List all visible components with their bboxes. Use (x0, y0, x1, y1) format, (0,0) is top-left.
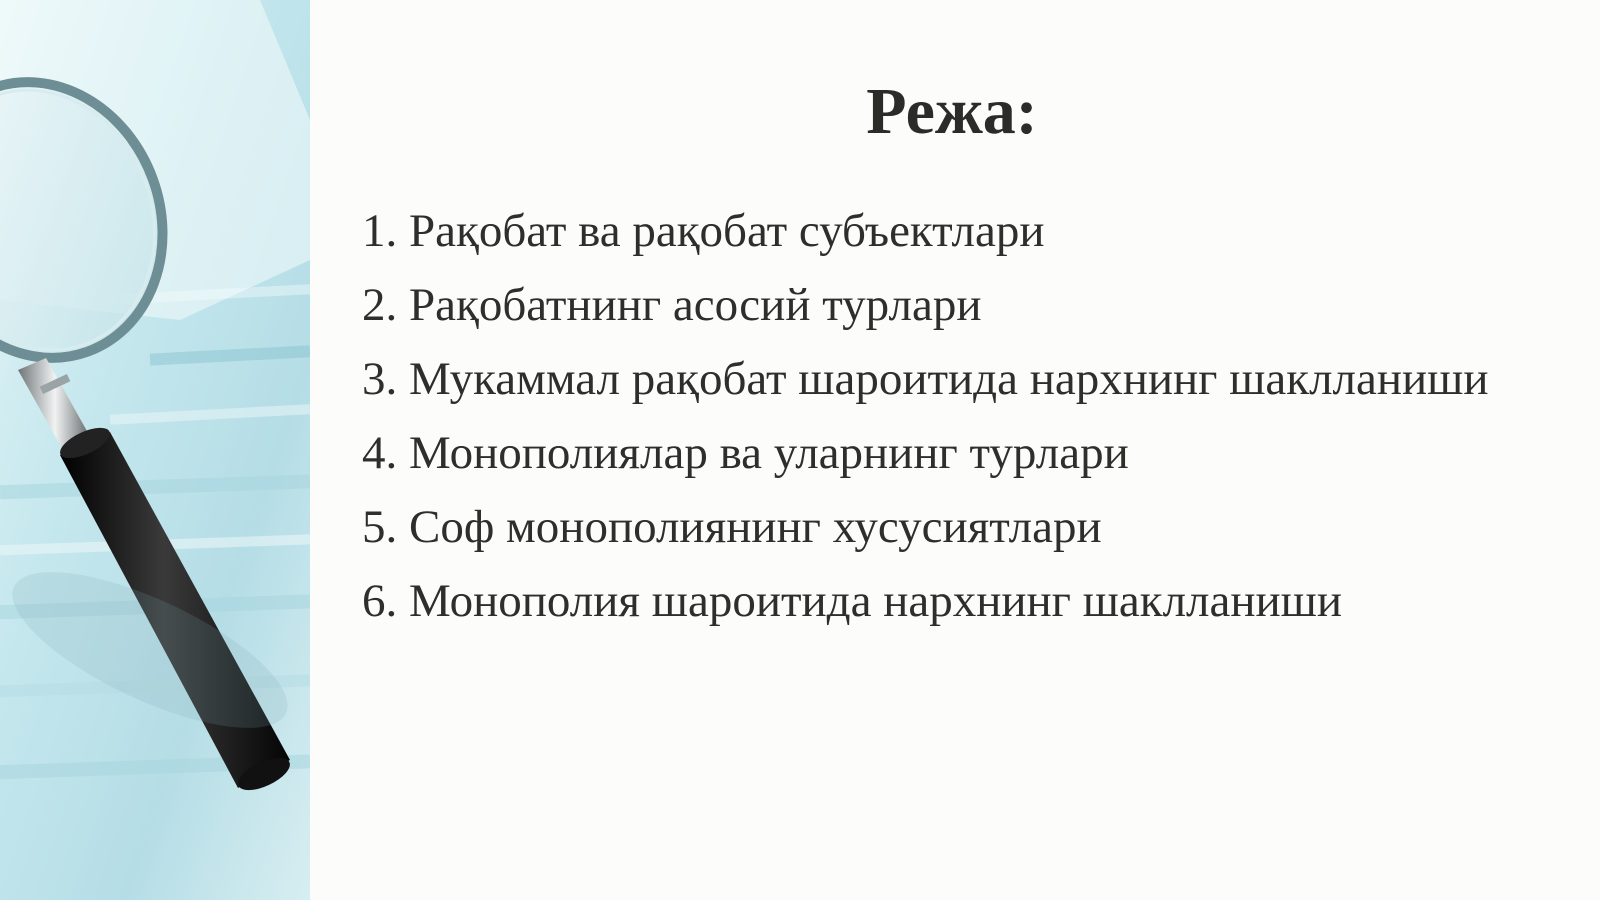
plan-list (362, 200, 1562, 644)
list-item-text: Монополия шароитида нархнинг шаклланиши (409, 575, 1343, 627)
list-item-text: Рақобатнинг асосий турлари (409, 279, 982, 331)
list-item-number: 3. (362, 353, 398, 405)
slide-title-text: Режа: (866, 75, 1038, 148)
list-item (362, 570, 1562, 632)
slide-title (362, 72, 1542, 151)
list-item-number: 6. (362, 575, 398, 627)
list-item-text: Рақобат ва рақобат субъектлари (409, 205, 1045, 257)
list-item (362, 422, 1562, 484)
list-item-number: 1. (362, 205, 398, 257)
list-item-text: Соф монополиянинг хусусиятлари (409, 501, 1102, 553)
list-item-number: 5. (362, 501, 398, 553)
decorative-side-image (0, 0, 310, 900)
slide-content (362, 0, 1562, 900)
list-item-text: Мукаммал рақобат шароитида нархнинг шаклланиши (409, 353, 1489, 405)
list-item-number: 2. (362, 279, 398, 331)
list-item (362, 274, 1562, 336)
list-item (362, 200, 1562, 262)
list-item-text: Монополиялар ва уларнинг турлари (409, 427, 1129, 479)
list-item (362, 496, 1562, 558)
list-item-number: 4. (362, 427, 398, 479)
list-item (362, 348, 1562, 410)
